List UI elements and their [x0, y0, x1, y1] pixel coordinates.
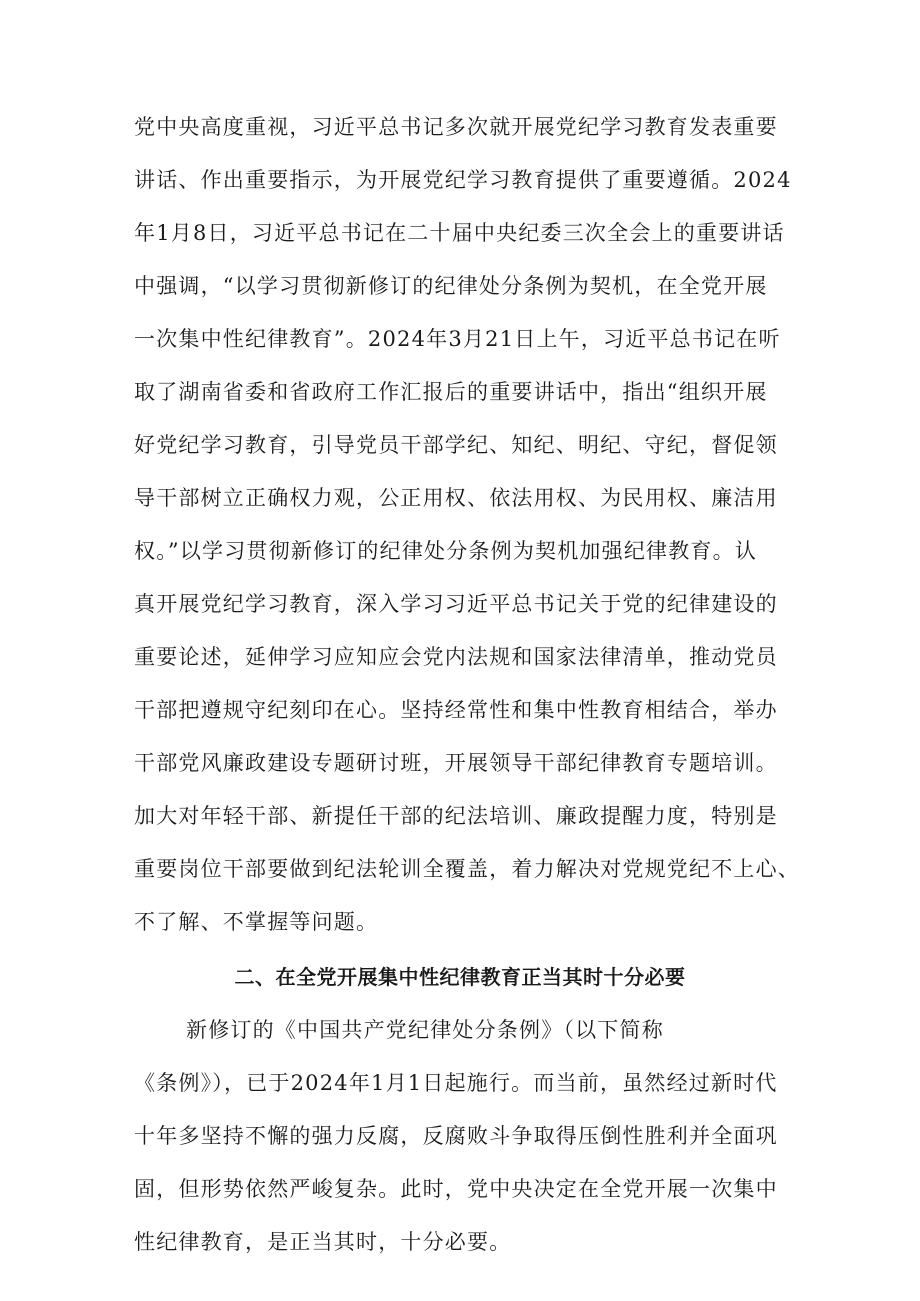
paragraph-line: 重要论述，延伸学习应知应会党内法规和国家法律清单，推动党员: [134, 645, 778, 669]
paragraph-line: 中强调，“以学习贯彻新修订的纪律处分条例为契机，在全党开展: [134, 274, 768, 298]
paragraph-line: 权。”以学习贯彻新修订的纪律处分条例为契机加强纪律教育。认: [134, 539, 758, 563]
paragraph-line: 导干部树立正确权力观，公正用权、依法用权、为民用权、廉洁用: [134, 486, 778, 510]
section-heading: 二、在全党开展集中性纪律教育正当其时十分必要: [234, 965, 686, 989]
paragraph-line: 性纪律教育，是正当其时，十分必要。: [134, 1230, 512, 1254]
paragraph-line: 重要岗位干部要做到纪法轮训全覆盖，着力解决对党规党纪不上心、: [134, 857, 800, 881]
paragraph-line: 十年多坚持不懈的强力反腐，反腐败斗争取得压倒性胜利并全面巩: [134, 1124, 778, 1148]
paragraph-line: 党中央高度重视，习近平总书记多次就开展党纪学习教育发表重要: [134, 115, 778, 139]
paragraph-line: 干部把遵规守纪刻印在心。坚持经常性和集中性教育相结合，举办: [134, 698, 778, 722]
paragraph-line: 干部党风廉政建设专题研讨班，开展领导干部纪律教育专题培训。: [134, 751, 778, 775]
paragraph-line: 固，但形势依然严峻复杂。此时，党中央决定在全党开展一次集中: [134, 1177, 778, 1201]
paragraph-line: 新修订的《中国共产党纪律处分条例》（以下简称: [186, 1018, 664, 1042]
paragraph-line: 好党纪学习教育，引导党员干部学纪、知纪、明纪、守纪，督促领: [134, 433, 778, 457]
paragraph-line: 一次集中性纪律教育”。2024年3月21日上午，习近平总书记在听: [134, 327, 781, 351]
paragraph-line: 《条例》），已于2024年1月1日起施行。而当前，虽然经过新时代: [134, 1071, 778, 1095]
paragraph-line: 讲话、作出重要指示，为开展党纪学习教育提供了重要遵循。2024: [134, 168, 792, 192]
paragraph-line: 年1月8日，习近平总书记在二十届中央纪委三次全会上的重要讲话: [134, 221, 785, 245]
paragraph-line: 加大对年轻干部、新提任干部的纪法培训、廉政提醒力度，特别是: [134, 804, 778, 828]
paragraph-line: 真开展党纪学习教育，深入学习习近平总书记关于党的纪律建设的: [134, 592, 778, 616]
paragraph-line: 不了解、不掌握等问题。: [134, 910, 379, 934]
paragraph-line: 取了湖南省委和省政府工作汇报后的重要讲话中，指出“组织开展: [134, 380, 768, 404]
